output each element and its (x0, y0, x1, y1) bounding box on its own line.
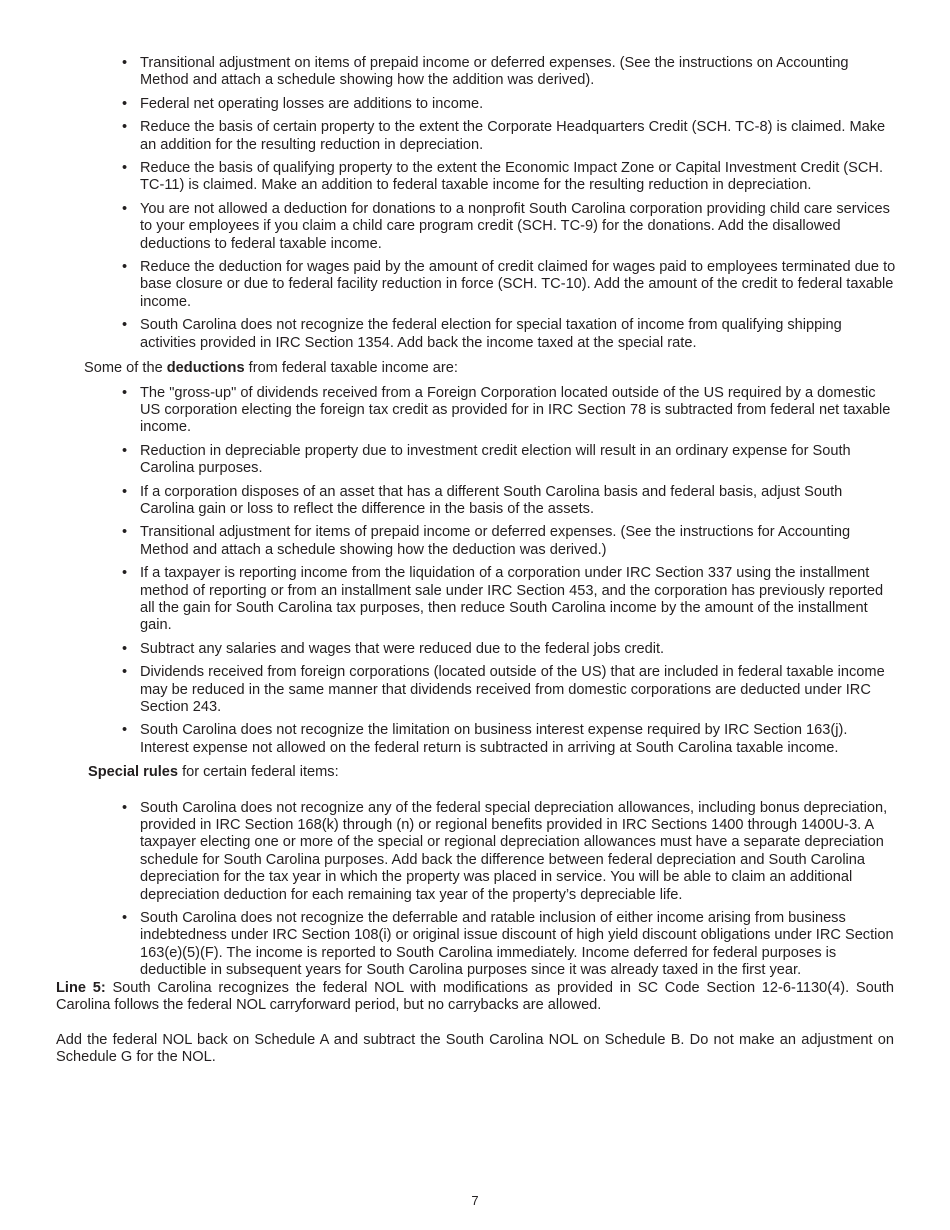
list-item: • South Carolina does not recognize any of the federal special depreciation allowances, including bonus depreciation, provided in IRC Section 168(k) through (n) or regional benefits provided in IRC Sections 1400 through 1400U-3. A taxpayer electing one or more of the special or regional depreciation allowances must have a separate depreciation schedule for South Carolina purposes. Add back the difference between federal depreciation and South Carolina depreciation for the tax year in which the property was placed in service. You will be able to claim an additional depreciation deduction for each remaining tax year of the property’s depreciable life. (118, 800, 896, 904)
list-item: • South Carolina does not recognize the limitation on business interest expense required by IRC Section 163(j). Interest expense not allowed on the federal return is subtracted in arriving at South Carolina taxable income. (118, 722, 896, 757)
list-item: • South Carolina does not recognize the deferrable and ratable inclusion of either income arising from business indebtedness under IRC Section 108(i) or original issue discount of high yield discount obligations under IRC Section 163(e)(5)(F). The income is reported to South Carolina immediately. Income deferred for federal purposes is deductible in subsequent years for South Carolina purposes since it was already taxed in the first year. (118, 910, 896, 980)
nol-paragraph: Add the federal NOL back on Schedule A and subtract the South Carolina NOL on Schedule B. Do not make an adjustment on Schedule G for the NOL. (56, 1031, 894, 1065)
list-item: • Transitional adjustment for items of prepaid income or deferred expenses. (See the instructions for Accounting Method and attach a schedule showing how the deduction was derived.) (118, 524, 896, 559)
list-item: • If a corporation disposes of an asset that has a different South Carolina basis and federal basis, adjust South Carolina gain or loss to reflect the difference in the basis of the assets. (118, 484, 896, 519)
list-item: • You are not allowed a deduction for donations to a nonprofit South Carolina corporation providing child care services to your employees if you claim a child care program credit (SCH. TC-9) for the donations. Add the disallowed deductions to federal taxable income. (118, 201, 896, 253)
page-number: 7 (471, 1193, 479, 1208)
list-item: • Reduction in depreciable property due to investment credit election will result in an ordinary expense for South Carolina purposes. (118, 443, 896, 478)
list-item: • Reduce the deduction for wages paid by the amount of credit claimed for wages paid to employees terminated due to base closure or due to federal facility reduction in force (SCH. TC-10). Add the amount of the credit to federal taxable income. (118, 259, 896, 311)
additions-list (118, 55, 896, 352)
list-item: • Federal net operating losses are additions to income. (118, 96, 896, 113)
list-item: • Reduce the basis of qualifying property to the extent the Economic Impact Zone or Capital Investment Credit (SCH. TC-11) is claimed. Make an addition to federal taxable income for the resulting reduction in depreciation. (118, 160, 896, 195)
special-rules-list (118, 800, 896, 980)
list-item: • South Carolina does not recognize the federal election for special taxation of income from qualifying shipping activities provided in IRC Section 1354. Add back the income taxed at the special rate. (118, 317, 896, 352)
line5-paragraph: Line 5: South Carolina recognizes the federal NOL with modifications as provided in SC Code Section 12-6-1130(4). South Carolina follows the federal NOL carryforward period, but no carrybacks are allowed. (56, 979, 895, 1014)
deductions-intro: Some of the deductions from federal taxable income are: (84, 360, 458, 377)
list-item: • If a taxpayer is reporting income from the liquidation of a corporation under IRC Section 337 using the installment method of reporting or from an installment sale under IRC Section 453, and the corporation has previously reported all the gain for South Carolina tax purposes, then reduce South Carolina income by the amount of the installment gain. (118, 565, 896, 635)
list-item: • Dividends received from foreign corporations (located outside of the US) that are included in federal taxable income may be reduced in the same manner that dividends received from domestic corporations are deducted under IRC Section 243. (118, 664, 896, 716)
special-rules-intro: Special rules for certain federal items: (88, 764, 339, 781)
list-item: • The "gross-up" of dividends received from a Foreign Corporation located outside of the US required by a domestic US corporation electing the foreign tax credit as provided for in IRC Section 78 is subtracted from federal net taxable income. (118, 385, 896, 437)
list-item: • Transitional adjustment on items of prepaid income or deferred expenses. (See the instructions on Accounting Method and attach a schedule showing how the addition was derived). (118, 55, 896, 90)
list-item: • Reduce the basis of certain property to the extent the Corporate Headquarters Credit (SCH. TC-8) is claimed. Make an addition for the resulting reduction in depreciation. (118, 119, 896, 154)
list-item: • Subtract any salaries and wages that were reduced due to the federal jobs credit. (118, 641, 896, 658)
deductions-list (118, 385, 896, 758)
